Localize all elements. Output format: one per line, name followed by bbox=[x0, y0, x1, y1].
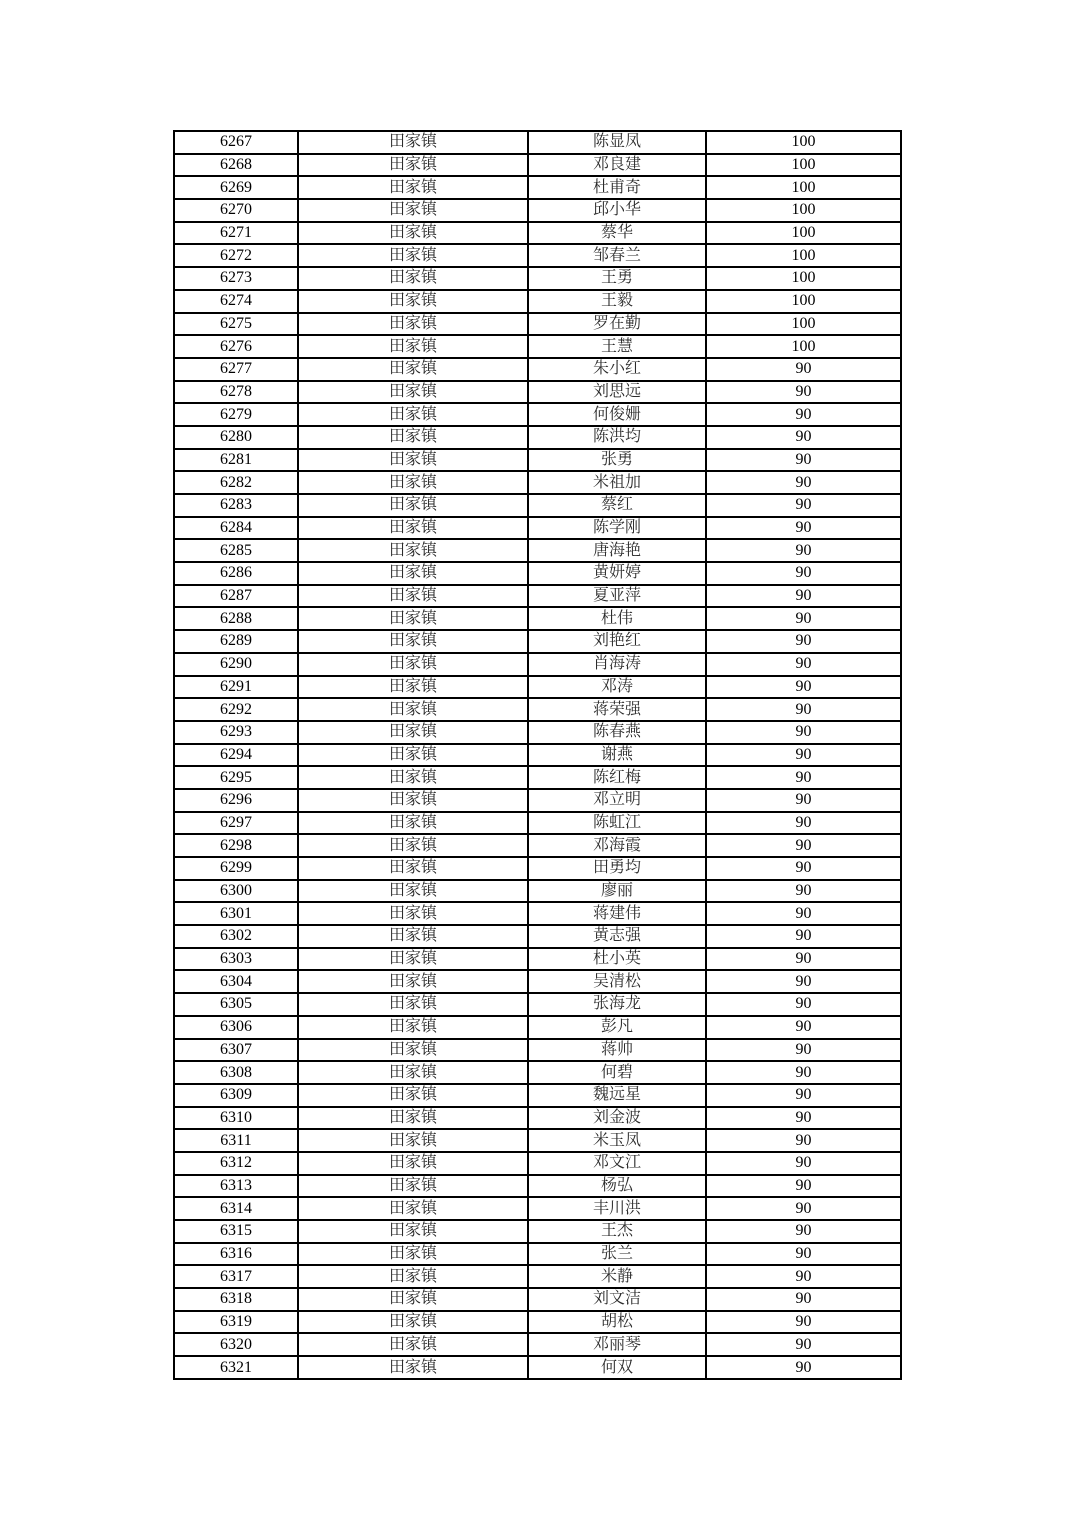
town-name-cell: 田家镇 bbox=[298, 403, 528, 426]
score-cell: 100 bbox=[706, 244, 901, 267]
score-cell: 100 bbox=[706, 290, 901, 313]
table-row bbox=[174, 1107, 901, 1130]
serial-number-cell: 6305 bbox=[174, 993, 298, 1016]
town-name-cell: 田家镇 bbox=[298, 517, 528, 540]
serial-number-cell: 6299 bbox=[174, 857, 298, 880]
person-name-cell: 谢燕 bbox=[528, 744, 706, 767]
score-cell: 90 bbox=[706, 676, 901, 699]
serial-number-cell: 6277 bbox=[174, 358, 298, 381]
serial-number-cell: 6289 bbox=[174, 630, 298, 653]
town-name-cell: 田家镇 bbox=[298, 1197, 528, 1220]
person-name-cell: 田勇均 bbox=[528, 857, 706, 880]
person-name-cell: 刘艳红 bbox=[528, 630, 706, 653]
serial-number-cell: 6306 bbox=[174, 1016, 298, 1039]
score-cell: 100 bbox=[706, 199, 901, 222]
score-cell: 90 bbox=[706, 1243, 901, 1266]
table-row bbox=[174, 154, 901, 177]
serial-number-cell: 6316 bbox=[174, 1243, 298, 1266]
score-cell: 90 bbox=[706, 539, 901, 562]
score-cell: 90 bbox=[706, 607, 901, 630]
town-name-cell: 田家镇 bbox=[298, 1129, 528, 1152]
person-name-cell: 何俊姗 bbox=[528, 403, 706, 426]
person-name-cell: 陈红梅 bbox=[528, 766, 706, 789]
town-name-cell: 田家镇 bbox=[298, 335, 528, 358]
person-name-cell: 米祖加 bbox=[528, 471, 706, 494]
score-cell: 90 bbox=[706, 426, 901, 449]
table-row bbox=[174, 471, 901, 494]
person-name-cell: 陈学刚 bbox=[528, 517, 706, 540]
serial-number-cell: 6275 bbox=[174, 313, 298, 336]
town-name-cell: 田家镇 bbox=[298, 1039, 528, 1062]
person-name-cell: 蔡华 bbox=[528, 222, 706, 245]
serial-number-cell: 6320 bbox=[174, 1333, 298, 1356]
table-row bbox=[174, 1288, 901, 1311]
score-cell: 90 bbox=[706, 948, 901, 971]
town-name-cell: 田家镇 bbox=[298, 902, 528, 925]
person-name-cell: 丰川洪 bbox=[528, 1197, 706, 1220]
score-cell: 90 bbox=[706, 970, 901, 993]
score-cell: 90 bbox=[706, 585, 901, 608]
score-cell: 90 bbox=[706, 1039, 901, 1062]
town-name-cell: 田家镇 bbox=[298, 1243, 528, 1266]
town-name-cell: 田家镇 bbox=[298, 880, 528, 903]
person-name-cell: 邹春兰 bbox=[528, 244, 706, 267]
table-row bbox=[174, 744, 901, 767]
town-name-cell: 田家镇 bbox=[298, 1288, 528, 1311]
score-cell: 90 bbox=[706, 766, 901, 789]
table-row bbox=[174, 834, 901, 857]
table-row bbox=[174, 1129, 901, 1152]
town-name-cell: 田家镇 bbox=[298, 449, 528, 472]
serial-number-cell: 6288 bbox=[174, 607, 298, 630]
serial-number-cell: 6269 bbox=[174, 176, 298, 199]
table-row bbox=[174, 698, 901, 721]
serial-number-cell: 6300 bbox=[174, 880, 298, 903]
person-name-cell: 吴清松 bbox=[528, 970, 706, 993]
person-name-cell: 王慧 bbox=[528, 335, 706, 358]
score-cell: 90 bbox=[706, 1175, 901, 1198]
town-name-cell: 田家镇 bbox=[298, 1356, 528, 1379]
person-name-cell: 肖海涛 bbox=[528, 653, 706, 676]
table-row bbox=[174, 1243, 901, 1266]
town-name-cell: 田家镇 bbox=[298, 1175, 528, 1198]
town-name-cell: 田家镇 bbox=[298, 970, 528, 993]
serial-number-cell: 6276 bbox=[174, 335, 298, 358]
town-name-cell: 田家镇 bbox=[298, 789, 528, 812]
table-row bbox=[174, 1039, 901, 1062]
score-cell: 90 bbox=[706, 562, 901, 585]
table-row bbox=[174, 494, 901, 517]
serial-number-cell: 6268 bbox=[174, 154, 298, 177]
town-name-cell: 田家镇 bbox=[298, 1220, 528, 1243]
score-cell: 90 bbox=[706, 653, 901, 676]
score-cell: 90 bbox=[706, 925, 901, 948]
table-row bbox=[174, 1333, 901, 1356]
score-cell: 90 bbox=[706, 1220, 901, 1243]
person-name-cell: 邓立明 bbox=[528, 789, 706, 812]
table-row bbox=[174, 970, 901, 993]
town-name-cell: 田家镇 bbox=[298, 834, 528, 857]
person-name-cell: 陈显凤 bbox=[528, 131, 706, 154]
score-cell: 90 bbox=[706, 1061, 901, 1084]
person-name-cell: 夏亚萍 bbox=[528, 585, 706, 608]
score-cell: 90 bbox=[706, 471, 901, 494]
serial-number-cell: 6307 bbox=[174, 1039, 298, 1062]
table-row bbox=[174, 857, 901, 880]
score-table-body bbox=[174, 131, 901, 1379]
score-cell: 90 bbox=[706, 1016, 901, 1039]
table-row bbox=[174, 358, 901, 381]
table-row bbox=[174, 607, 901, 630]
table-row bbox=[174, 1197, 901, 1220]
score-cell: 90 bbox=[706, 1265, 901, 1288]
serial-number-cell: 6298 bbox=[174, 834, 298, 857]
table-row bbox=[174, 1084, 901, 1107]
person-name-cell: 邓涛 bbox=[528, 676, 706, 699]
serial-number-cell: 6279 bbox=[174, 403, 298, 426]
serial-number-cell: 6311 bbox=[174, 1129, 298, 1152]
town-name-cell: 田家镇 bbox=[298, 676, 528, 699]
serial-number-cell: 6278 bbox=[174, 381, 298, 404]
score-cell: 90 bbox=[706, 1356, 901, 1379]
table-row bbox=[174, 902, 901, 925]
person-name-cell: 米玉凤 bbox=[528, 1129, 706, 1152]
town-name-cell: 田家镇 bbox=[298, 539, 528, 562]
table-row bbox=[174, 925, 901, 948]
town-name-cell: 田家镇 bbox=[298, 948, 528, 971]
town-name-cell: 田家镇 bbox=[298, 1084, 528, 1107]
person-name-cell: 邓海霞 bbox=[528, 834, 706, 857]
serial-number-cell: 6291 bbox=[174, 676, 298, 699]
person-name-cell: 何双 bbox=[528, 1356, 706, 1379]
person-name-cell: 杨弘 bbox=[528, 1175, 706, 1198]
serial-number-cell: 6304 bbox=[174, 970, 298, 993]
person-name-cell: 魏远星 bbox=[528, 1084, 706, 1107]
table-row bbox=[174, 630, 901, 653]
score-cell: 90 bbox=[706, 744, 901, 767]
person-name-cell: 邓文江 bbox=[528, 1152, 706, 1175]
town-name-cell: 田家镇 bbox=[298, 267, 528, 290]
person-name-cell: 蔡红 bbox=[528, 494, 706, 517]
person-name-cell: 何碧 bbox=[528, 1061, 706, 1084]
score-cell: 90 bbox=[706, 1107, 901, 1130]
person-name-cell: 罗在勤 bbox=[528, 313, 706, 336]
person-name-cell: 刘金波 bbox=[528, 1107, 706, 1130]
person-name-cell: 陈洪均 bbox=[528, 426, 706, 449]
score-cell: 100 bbox=[706, 154, 901, 177]
score-cell: 90 bbox=[706, 403, 901, 426]
serial-number-cell: 6290 bbox=[174, 653, 298, 676]
score-cell: 90 bbox=[706, 902, 901, 925]
score-cell: 100 bbox=[706, 335, 901, 358]
person-name-cell: 刘文洁 bbox=[528, 1288, 706, 1311]
serial-number-cell: 6293 bbox=[174, 721, 298, 744]
person-name-cell: 杜伟 bbox=[528, 607, 706, 630]
score-cell: 90 bbox=[706, 381, 901, 404]
person-name-cell: 杜小英 bbox=[528, 948, 706, 971]
table-row bbox=[174, 1311, 901, 1334]
table-row bbox=[174, 426, 901, 449]
serial-number-cell: 6317 bbox=[174, 1265, 298, 1288]
table-row bbox=[174, 222, 901, 245]
person-name-cell: 米静 bbox=[528, 1265, 706, 1288]
table-row bbox=[174, 1265, 901, 1288]
town-name-cell: 田家镇 bbox=[298, 585, 528, 608]
score-cell: 100 bbox=[706, 313, 901, 336]
town-name-cell: 田家镇 bbox=[298, 1016, 528, 1039]
score-cell: 100 bbox=[706, 267, 901, 290]
serial-number-cell: 6302 bbox=[174, 925, 298, 948]
serial-number-cell: 6310 bbox=[174, 1107, 298, 1130]
serial-number-cell: 6284 bbox=[174, 517, 298, 540]
town-name-cell: 田家镇 bbox=[298, 766, 528, 789]
person-name-cell: 彭凡 bbox=[528, 1016, 706, 1039]
town-name-cell: 田家镇 bbox=[298, 630, 528, 653]
town-name-cell: 田家镇 bbox=[298, 812, 528, 835]
table-row bbox=[174, 199, 901, 222]
town-name-cell: 田家镇 bbox=[298, 1311, 528, 1334]
table-row bbox=[174, 993, 901, 1016]
person-name-cell: 蒋帅 bbox=[528, 1039, 706, 1062]
table-row bbox=[174, 267, 901, 290]
town-name-cell: 田家镇 bbox=[298, 1265, 528, 1288]
score-cell: 90 bbox=[706, 494, 901, 517]
person-name-cell: 胡松 bbox=[528, 1311, 706, 1334]
table-row bbox=[174, 517, 901, 540]
town-name-cell: 田家镇 bbox=[298, 471, 528, 494]
serial-number-cell: 6303 bbox=[174, 948, 298, 971]
table-row bbox=[174, 131, 901, 154]
score-cell: 90 bbox=[706, 1311, 901, 1334]
score-cell: 100 bbox=[706, 176, 901, 199]
person-name-cell: 邓丽琴 bbox=[528, 1333, 706, 1356]
person-name-cell: 蒋荣强 bbox=[528, 698, 706, 721]
person-name-cell: 黄志强 bbox=[528, 925, 706, 948]
score-cell: 90 bbox=[706, 1152, 901, 1175]
serial-number-cell: 6281 bbox=[174, 449, 298, 472]
table-row bbox=[174, 244, 901, 267]
town-name-cell: 田家镇 bbox=[298, 857, 528, 880]
table-row bbox=[174, 1152, 901, 1175]
table-row bbox=[174, 1061, 901, 1084]
serial-number-cell: 6295 bbox=[174, 766, 298, 789]
serial-number-cell: 6286 bbox=[174, 562, 298, 585]
serial-number-cell: 6283 bbox=[174, 494, 298, 517]
town-name-cell: 田家镇 bbox=[298, 1333, 528, 1356]
town-name-cell: 田家镇 bbox=[298, 1152, 528, 1175]
town-name-cell: 田家镇 bbox=[298, 358, 528, 381]
table-row bbox=[174, 789, 901, 812]
person-name-cell: 张海龙 bbox=[528, 993, 706, 1016]
table-row bbox=[174, 562, 901, 585]
table-row bbox=[174, 335, 901, 358]
table-row bbox=[174, 766, 901, 789]
score-cell: 100 bbox=[706, 131, 901, 154]
town-name-cell: 田家镇 bbox=[298, 1107, 528, 1130]
town-name-cell: 田家镇 bbox=[298, 607, 528, 630]
score-cell: 90 bbox=[706, 1288, 901, 1311]
table-row bbox=[174, 721, 901, 744]
town-name-cell: 田家镇 bbox=[298, 721, 528, 744]
person-name-cell: 张勇 bbox=[528, 449, 706, 472]
table-row bbox=[174, 880, 901, 903]
score-table bbox=[173, 130, 902, 1380]
person-name-cell: 朱小红 bbox=[528, 358, 706, 381]
serial-number-cell: 6272 bbox=[174, 244, 298, 267]
person-name-cell: 唐海艳 bbox=[528, 539, 706, 562]
score-cell: 90 bbox=[706, 1129, 901, 1152]
serial-number-cell: 6315 bbox=[174, 1220, 298, 1243]
person-name-cell: 杜甫奇 bbox=[528, 176, 706, 199]
town-name-cell: 田家镇 bbox=[298, 290, 528, 313]
person-name-cell: 刘思远 bbox=[528, 381, 706, 404]
serial-number-cell: 6285 bbox=[174, 539, 298, 562]
score-cell: 90 bbox=[706, 1084, 901, 1107]
serial-number-cell: 6308 bbox=[174, 1061, 298, 1084]
serial-number-cell: 6314 bbox=[174, 1197, 298, 1220]
person-name-cell: 王毅 bbox=[528, 290, 706, 313]
person-name-cell: 陈春燕 bbox=[528, 721, 706, 744]
table-row bbox=[174, 585, 901, 608]
table-row bbox=[174, 290, 901, 313]
person-name-cell: 廖丽 bbox=[528, 880, 706, 903]
town-name-cell: 田家镇 bbox=[298, 313, 528, 336]
serial-number-cell: 6271 bbox=[174, 222, 298, 245]
town-name-cell: 田家镇 bbox=[298, 744, 528, 767]
score-cell: 90 bbox=[706, 698, 901, 721]
serial-number-cell: 6287 bbox=[174, 585, 298, 608]
person-name-cell: 张兰 bbox=[528, 1243, 706, 1266]
score-cell: 90 bbox=[706, 993, 901, 1016]
table-row bbox=[174, 812, 901, 835]
town-name-cell: 田家镇 bbox=[298, 1061, 528, 1084]
score-cell: 90 bbox=[706, 1197, 901, 1220]
score-cell: 90 bbox=[706, 721, 901, 744]
serial-number-cell: 6267 bbox=[174, 131, 298, 154]
town-name-cell: 田家镇 bbox=[298, 562, 528, 585]
serial-number-cell: 6301 bbox=[174, 902, 298, 925]
serial-number-cell: 6318 bbox=[174, 1288, 298, 1311]
town-name-cell: 田家镇 bbox=[298, 925, 528, 948]
table-row bbox=[174, 403, 901, 426]
table-row bbox=[174, 653, 901, 676]
score-cell: 90 bbox=[706, 358, 901, 381]
table-row bbox=[174, 1016, 901, 1039]
town-name-cell: 田家镇 bbox=[298, 244, 528, 267]
score-cell: 100 bbox=[706, 222, 901, 245]
town-name-cell: 田家镇 bbox=[298, 993, 528, 1016]
serial-number-cell: 6312 bbox=[174, 1152, 298, 1175]
score-cell: 90 bbox=[706, 857, 901, 880]
serial-number-cell: 6280 bbox=[174, 426, 298, 449]
table-row bbox=[174, 1356, 901, 1379]
person-name-cell: 黄妍婷 bbox=[528, 562, 706, 585]
score-cell: 90 bbox=[706, 834, 901, 857]
town-name-cell: 田家镇 bbox=[298, 131, 528, 154]
table-row bbox=[174, 948, 901, 971]
score-cell: 90 bbox=[706, 880, 901, 903]
table-row bbox=[174, 381, 901, 404]
town-name-cell: 田家镇 bbox=[298, 426, 528, 449]
town-name-cell: 田家镇 bbox=[298, 698, 528, 721]
score-cell: 90 bbox=[706, 630, 901, 653]
serial-number-cell: 6313 bbox=[174, 1175, 298, 1198]
serial-number-cell: 6309 bbox=[174, 1084, 298, 1107]
person-name-cell: 邓良建 bbox=[528, 154, 706, 177]
serial-number-cell: 6321 bbox=[174, 1356, 298, 1379]
person-name-cell: 王杰 bbox=[528, 1220, 706, 1243]
serial-number-cell: 6294 bbox=[174, 744, 298, 767]
table-row bbox=[174, 1220, 901, 1243]
person-name-cell: 王勇 bbox=[528, 267, 706, 290]
score-cell: 90 bbox=[706, 517, 901, 540]
person-name-cell: 邱小华 bbox=[528, 199, 706, 222]
serial-number-cell: 6274 bbox=[174, 290, 298, 313]
score-cell: 90 bbox=[706, 789, 901, 812]
serial-number-cell: 6297 bbox=[174, 812, 298, 835]
serial-number-cell: 6319 bbox=[174, 1311, 298, 1334]
score-cell: 90 bbox=[706, 449, 901, 472]
table-row bbox=[174, 1175, 901, 1198]
town-name-cell: 田家镇 bbox=[298, 494, 528, 517]
serial-number-cell: 6292 bbox=[174, 698, 298, 721]
town-name-cell: 田家镇 bbox=[298, 176, 528, 199]
serial-number-cell: 6296 bbox=[174, 789, 298, 812]
town-name-cell: 田家镇 bbox=[298, 154, 528, 177]
table-row bbox=[174, 313, 901, 336]
serial-number-cell: 6282 bbox=[174, 471, 298, 494]
person-name-cell: 蒋建伟 bbox=[528, 902, 706, 925]
serial-number-cell: 6273 bbox=[174, 267, 298, 290]
table-row bbox=[174, 676, 901, 699]
score-cell: 90 bbox=[706, 812, 901, 835]
town-name-cell: 田家镇 bbox=[298, 199, 528, 222]
serial-number-cell: 6270 bbox=[174, 199, 298, 222]
score-cell: 90 bbox=[706, 1333, 901, 1356]
town-name-cell: 田家镇 bbox=[298, 222, 528, 245]
table-row bbox=[174, 176, 901, 199]
town-name-cell: 田家镇 bbox=[298, 381, 528, 404]
town-name-cell: 田家镇 bbox=[298, 653, 528, 676]
table-row bbox=[174, 539, 901, 562]
person-name-cell: 陈虹江 bbox=[528, 812, 706, 835]
table-row bbox=[174, 449, 901, 472]
